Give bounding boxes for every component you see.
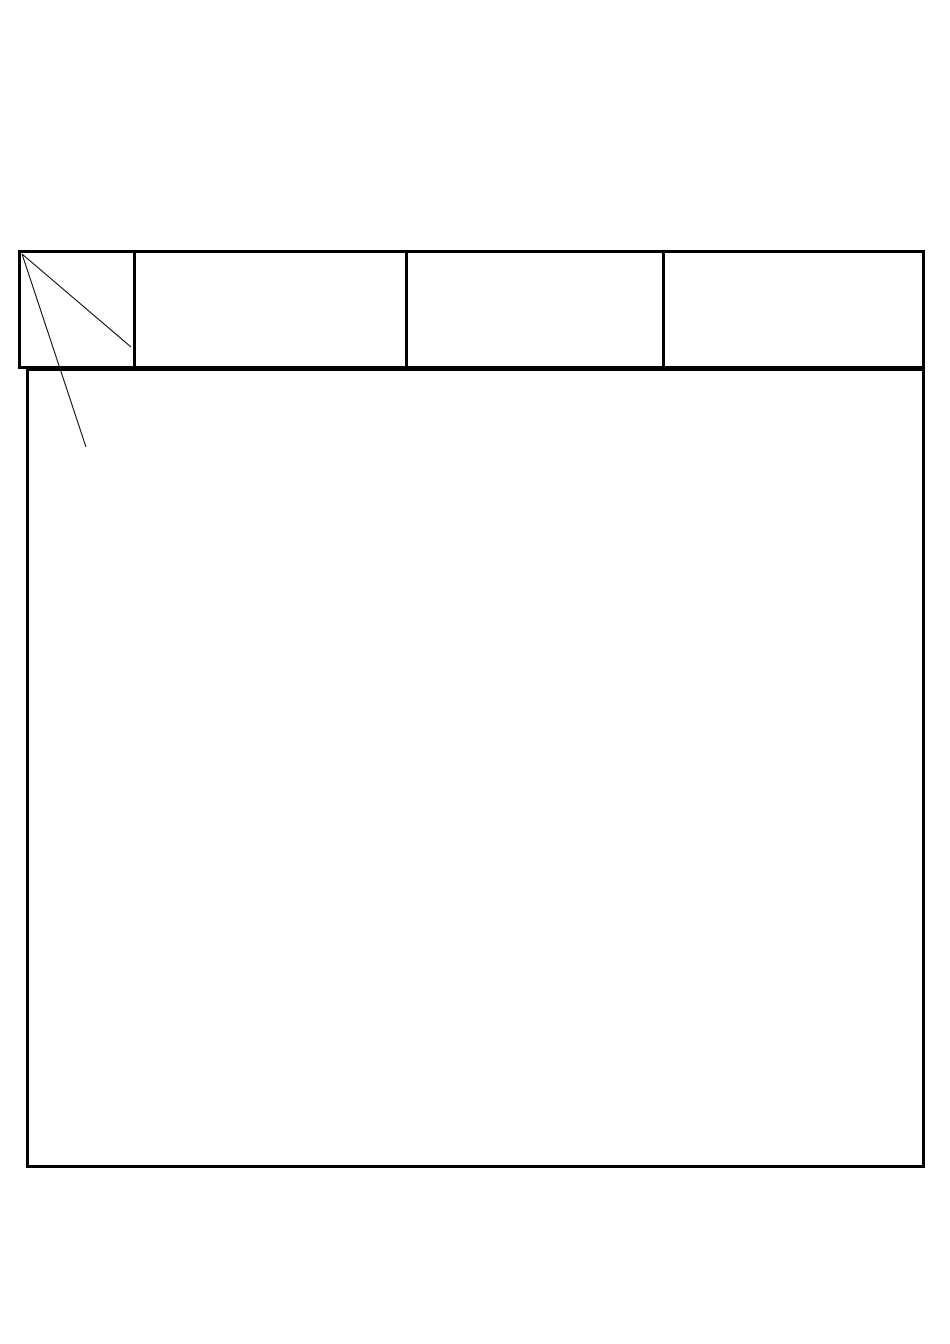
insurance-grid [26,368,925,1168]
member-header-box [18,250,925,369]
